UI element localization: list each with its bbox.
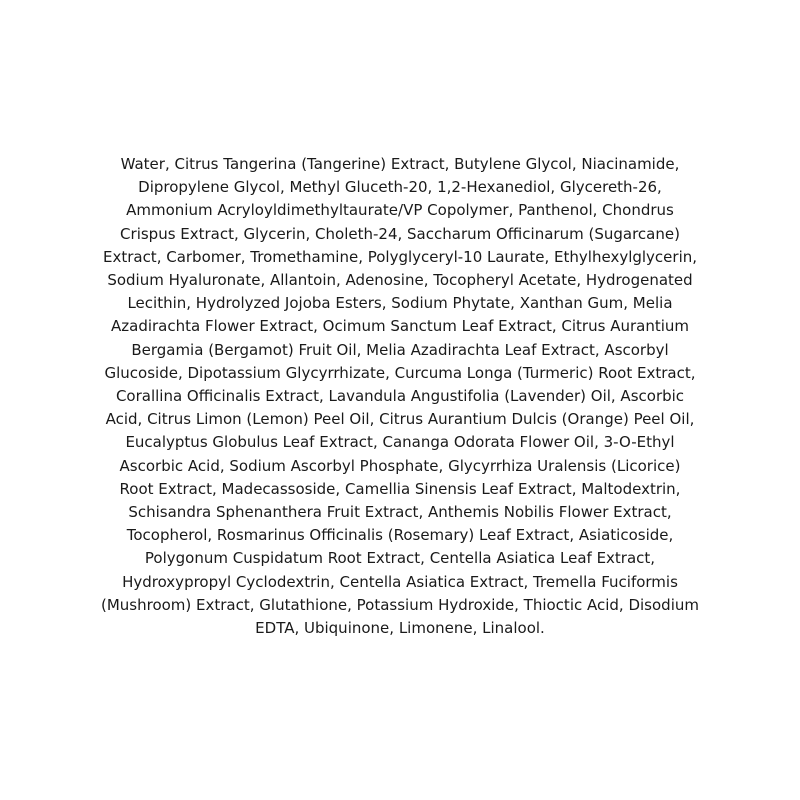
ingredients-line-11: Corallina Officinalis Extract, Lavandula Angustifolia (Lavender) Oil, Ascorbic: [115, 387, 685, 406]
ingredients-line-7: Lecithin, Hydrolyzed Jojoba Esters, Sodium Phytate, Xanthan Gum, Melia: [127, 294, 673, 313]
ingredients-line-20: (Mushroom) Extract, Glutathione, Potassium Hydroxide, Thioctic Acid, Disodium: [100, 595, 699, 614]
ingredients-line-6: Sodium Hyaluronate, Allantoin, Adenosine, Tocopheryl Acetate, Hydrogenated: [107, 271, 693, 290]
ingredients-line-10: Glucoside, Dipotassium Glycyrrhizate, Curcuma Longa (Turmeric) Root Extract,: [104, 363, 696, 382]
ingredients-line-17: Tocopherol, Rosmarinus Officinalis (Rosemary) Leaf Extract, Asiaticoside,: [126, 526, 674, 545]
ingredients-line-9: Bergamia (Bergamot) Fruit Oil, Melia Azadirachta Leaf Extract, Ascorbyl: [131, 340, 669, 359]
ingredients-line-12: Acid, Citrus Limon (Lemon) Peel Oil, Citrus Aurantium Dulcis (Orange) Peel Oil,: [105, 410, 695, 429]
ingredients-line-5: Extract, Carbomer, Tromethamine, Polyglyceryl-10 Laurate, Ethylhexylglycerin,: [102, 247, 698, 266]
ingredients-line-1: Water, Citrus Tangerina (Tangerine) Extract, Butylene Glycol, Niacinamide,: [120, 155, 680, 173]
ingredients-line-13: Eucalyptus Globulus Leaf Extract, Cananga Odorata Flower Oil, 3-O-Ethyl: [125, 433, 675, 452]
ingredients-line-14: Ascorbic Acid, Sodium Ascorbyl Phosphate, Glycyrrhiza Uralensis (Licorice): [119, 456, 681, 475]
ingredients-line-8: Azadirachta Flower Extract, Ocimum Sanctum Leaf Extract, Citrus Aurantium: [111, 317, 689, 336]
ingredients-line-15: Root Extract, Madecassoside, Camellia Sinensis Leaf Extract, Maltodextrin,: [119, 479, 681, 498]
ingredients-line-19: Hydroxypropyl Cyclodextrin, Centella Asiatica Extract, Tremella Fuciformis: [122, 572, 678, 591]
ingredients-list: [0, 153, 800, 640]
ingredients-line-4: Crispus Extract, Glycerin, Choleth-24, Saccharum Officinarum (Sugarcane): [120, 224, 680, 243]
ingredients-line-18: Polygonum Cuspidatum Root Extract, Centella Asiatica Leaf Extract,: [144, 549, 656, 568]
ingredients-line-3: Ammonium Acryloyldimethyltaurate/VP Copolymer, Panthenol, Chondrus: [126, 201, 674, 220]
ingredients-line-2: Dipropylene Glycol, Methyl Gluceth-20, 1,2-Hexanediol, Glycereth-26,: [138, 178, 662, 197]
ingredients-line-16: Schisandra Sphenanthera Fruit Extract, Anthemis Nobilis Flower Extract,: [128, 503, 672, 522]
ingredients-line-21: EDTA, Ubiquinone, Limonene, Linalool.: [255, 619, 545, 638]
